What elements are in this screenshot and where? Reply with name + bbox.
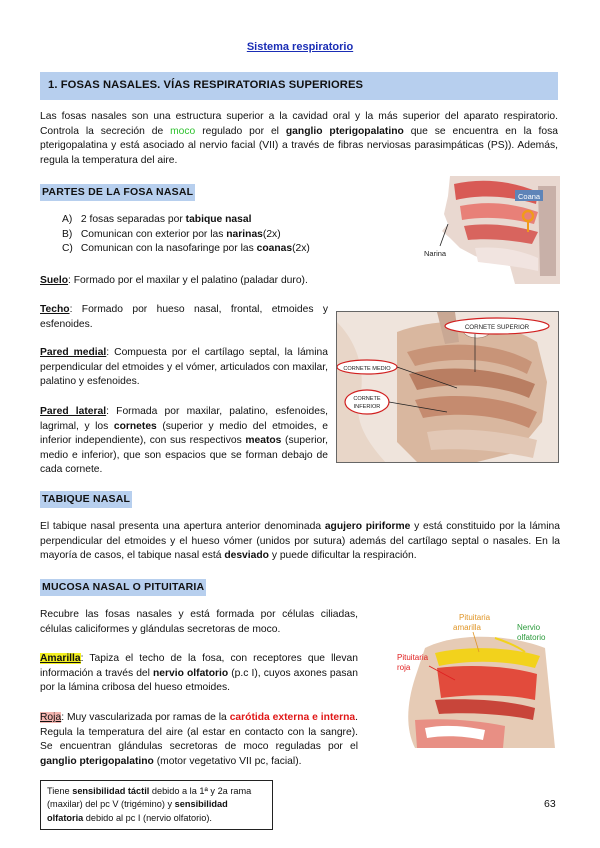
intro-paragraph: Las fosas nasales son una estructura superior a la cavidad oral y la más superior del aparato respiratorio. Controla la secreción de moco regulado por el ganglio pterigopalatino que se encuentra en la fosa pterigopalatina y está asociado al nervio facial (VII) a través de fibras nerviosas parasimpáticas (PS)). Además, regula la temperatura del aire. xyxy=(40,111,559,166)
list-item: B) Comunican con exterior por las narinas (2x) xyxy=(62,228,281,240)
coana-label: Coana xyxy=(518,192,541,201)
pituitaria-figure xyxy=(395,608,563,748)
sensibilidad-note-box: Tiene sensibilidad táctil debido a la 1ª y 2a rama (maxilar) del pc V (trigémino) y sensibilidad olfatoria debido al pc I (nervio olfatorio). xyxy=(40,780,273,830)
moco-term: moco xyxy=(170,125,196,137)
section-heading: 1. FOSAS NASALES. VÍAS RESPIRATORIAS SUPERIORES xyxy=(40,72,558,100)
list-item: C) Comunican con la nasofaringe por las coanas (2x) xyxy=(62,243,310,255)
suelo-paragraph: Suelo: Formado por el maxilar y el palatino (paladar duro). xyxy=(40,275,308,286)
cornete-medio-label: CORNETE MEDIO xyxy=(343,366,391,372)
nervio-olfatorio-label-1: Nervio xyxy=(517,623,541,632)
amarilla-highlight: Amarilla xyxy=(40,653,81,664)
pituitaria-illustration xyxy=(395,608,563,748)
pared-medial-paragraph: Pared medial: Compuesta por el cartílago septal, la lámina perpendicular del etmoides y el vómer, articulados con maxilar, palatino y esfenoides. xyxy=(40,347,328,388)
page-title: Sistema respiratorio xyxy=(246,41,354,53)
techo-paragraph: Techo: Formado por hueso nasal, frontal, etmoides y esfenoides. xyxy=(40,304,328,330)
mucosa-heading: MUCOSA NASAL O PITUITARIA xyxy=(40,579,206,596)
narina-label: Narina xyxy=(424,249,447,258)
roja-paragraph: Roja: Muy vascularizada por ramas de la carótida externa e interna. Regula la temperatura del aire (al estar en contacto con la sangre). Se encuentran glándulas secretoras de moco reguladas por el ganglio pterigopalatino (motor vegetativo VII pc, facial). xyxy=(40,712,358,767)
cornete-superior-label: CORNETE SUPERIOR xyxy=(464,324,530,331)
tabique-paragraph: El tabique nasal presenta una apertura anterior denominada agujero piriforme y está constituido por la lámina perpendicular del etmoides y el hueso vómer (unidos por sutura) además del cartílago septal o nasales. En la mayoría de casos, el tabique nasal está desviado y puede dificultar la respiración. xyxy=(40,521,560,562)
list-item: A) 2 fosas separadas por tabique nasal xyxy=(62,214,252,225)
ganglio-term: ganglio pterigopalatino xyxy=(285,125,404,137)
nervio-olfatorio-label-2: olfatorio xyxy=(517,633,546,642)
page-number: 63 xyxy=(544,798,556,810)
cornetes-illustration xyxy=(337,312,559,463)
nasal-sagittal-figure xyxy=(420,176,560,284)
pituitaria-amarilla-label-1: Pituitaria xyxy=(459,613,491,622)
pituitaria-roja-label-1: Pituitaria xyxy=(397,653,429,662)
nasal-sagittal-illustration xyxy=(420,176,560,284)
partes-list xyxy=(62,213,362,257)
cornete-inferior-label-1: CORNETE xyxy=(353,396,381,402)
roja-highlight: Roja xyxy=(40,712,62,723)
tabique-heading: TABIQUE NASAL xyxy=(40,491,132,508)
cornete-inferior-label-2: INFERIOR xyxy=(353,404,381,410)
amarilla-paragraph: Amarilla: Tapiza el techo de la fosa, con receptores que llevan información a través del nervio olfatorio (p.c I), cuyos axones pasan por la lámina cribosa del hueso etmoides. xyxy=(40,653,358,694)
mucosa-intro: Recubre las fosas nasales y está formada por células ciliadas, células caliciformes y glándulas secretoras de moco. xyxy=(40,609,358,635)
cornetes-figure xyxy=(336,311,559,463)
pituitaria-amarilla-label-2: amarilla xyxy=(453,623,482,632)
pared-lateral-paragraph: Pared lateral: Formada por maxilar, palatino, esfenoides, lagrimal, y los cornetes (superior y medio del etmoides, e inferior independiente), con sus respectivos meatos (superior, medio e inferior), que son espacios que se forman debajo de cada cornete. xyxy=(40,406,328,476)
partes-heading: PARTES DE LA FOSA NASAL xyxy=(40,184,195,201)
pituitaria-roja-label-2: roja xyxy=(397,663,411,672)
